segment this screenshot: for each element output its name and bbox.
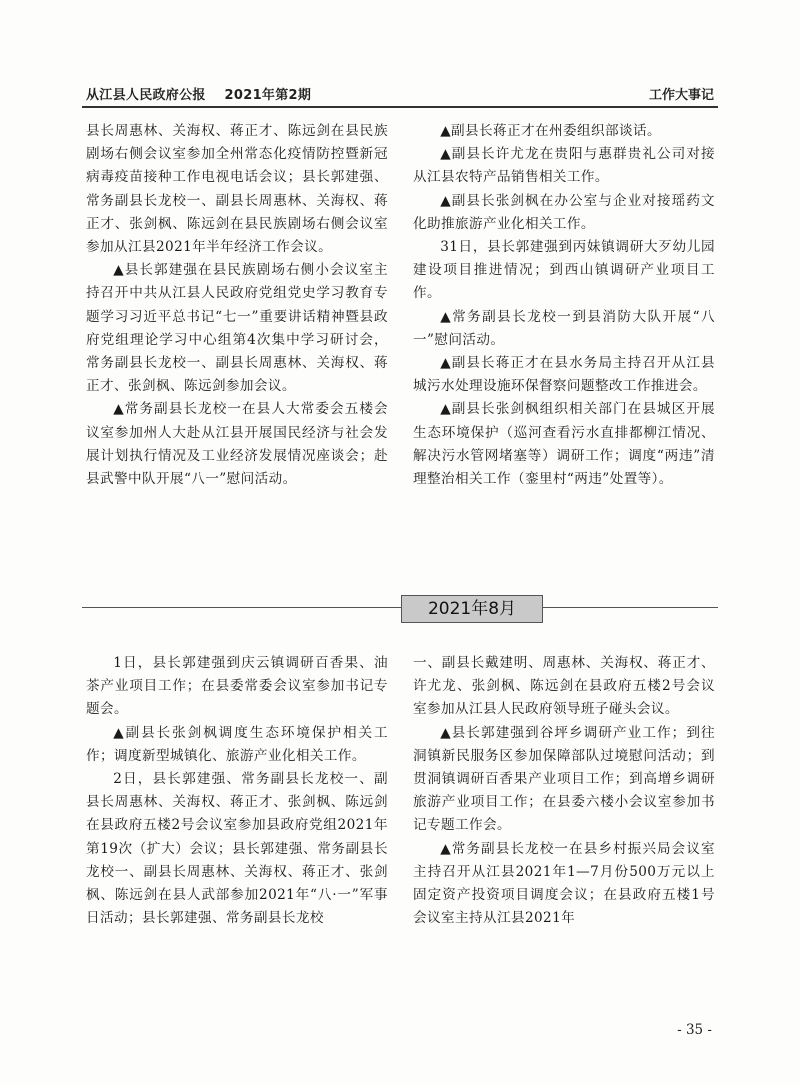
column-top-right <box>413 120 715 491</box>
column-bottom-right <box>413 652 715 930</box>
page-header <box>82 84 718 108</box>
paragraph: 一、副县长戴建明、周惠林、关海权、蒋正才、许尤龙、张剑枫、陈远剑在县政府五楼2号会议室参加从江县人民政府领导班子碰头会议。 <box>413 655 715 718</box>
paragraph: 31日，县长郭建强到丙妹镇调研大歹幼儿园建设项目推进情况；到西山镇调研产业项目工作。 <box>413 239 715 302</box>
paragraph: ▲县长郭建强到谷坪乡调研产业工作；到往洞镇新民服务区参加保障部队过境慰问活动；到贯洞镇调研百香果产业项目工作；到高增乡调研旅游产业项目工作；在县委六楼小会议室参加书记专题工作会。 <box>413 724 715 834</box>
month-heading: 2021年8月 <box>401 595 543 623</box>
month-divider <box>82 595 718 621</box>
paragraph: ▲副县长张剑枫调度生态环境保护相关工作；调度新型城镇化、旅游产业化相关工作。 <box>86 724 388 764</box>
column-bottom-left <box>86 652 388 930</box>
paragraph: ▲常务副县长龙校一在县乡村振兴局会议室主持召开从江县2021年1—7月份500万元以上固定资产投资项目调度会议；在县政府五楼1号会议室主持从江县2021年 <box>413 840 715 927</box>
paragraph: ▲副县长蒋正才在县水务局主持召开从江县城污水处理设施环保督察问题整改工作推进会。 <box>413 355 715 395</box>
paragraph: ▲常务副县长龙校一到县消防大队开展“八一”慰问活动。 <box>413 308 715 348</box>
issue-label: 2021年第2期 <box>224 88 312 103</box>
paragraph: ▲常务副县长龙校一在县人大常委会五楼会议室参加州人大赴从江县开展国民经济与社会发展计划执行情况及工业经济发展情况座谈会；赴县武警中队开展“八一”慰问活动。 <box>86 401 388 488</box>
header-publication-info <box>86 84 325 103</box>
column-top-left <box>86 120 388 491</box>
publication-name: 从江县人民政府公报 <box>86 88 206 103</box>
divider-line <box>82 607 718 608</box>
paragraph: ▲县长郭建强在县民族剧场右侧小会议室主持召开中共从江县人民政府党组党史学习教育专题学习习近平总书记“七一”重要讲话精神暨县政府党组理论学习中心组第4次集中学习研讨会，常务副县长龙校一、副县长周惠林、关海权、蒋正才、张剑枫、陈远剑参加会议。 <box>86 262 388 395</box>
paragraph: 县长周惠林、关海权、蒋正才、陈远剑在县民族剧场右侧会议室参加全州常态化疫情防控暨新冠病毒疫苗接种工作电视电话会议；县长郭建强、常务副县长龙校一、副县长周惠林、关海权、蒋正才、张剑枫、陈远剑在县民族剧场右侧会议室参加从江县2021年半年经济工作会议。 <box>86 123 388 256</box>
page-number: - 35 - <box>677 1022 712 1038</box>
section-title: 工作大事记 <box>648 88 714 103</box>
paragraph: 2日，县长郭建强、常务副县长龙校一、副县长周惠林、关海权、蒋正才、张剑枫、陈远剑在县政府五楼2号会议室参加县政府党组2021年第19次（扩大）会议；县长郭建强、常务副县长龙校一、副县长周惠林、关海权、蒋正才、张剑枫、陈远剑在县人武部参加2021年“八·一”军事日活动；县长郭建强、常务副县长龙校 <box>86 771 388 927</box>
paragraph: ▲副县长许尤龙在贵阳与惠群贵礼公司对接从江县农特产品销售相关工作。 <box>413 146 715 186</box>
paragraph: ▲副县长张剑枫组织相关部门在县城区开展生态环境保护（巡河查看污水直排都柳江情况、解决污水管网堵塞等）调研工作；调度“两违”清理整治相关工作（銮里村“两违”处置等）。 <box>413 401 715 488</box>
paragraph: ▲副县长蒋正才在州委组织部谈话。 <box>440 123 661 139</box>
paragraph: ▲副县长张剑枫在办公室与企业对接瑶药文化助推旅游产业化相关工作。 <box>413 192 715 232</box>
paragraph: 1日，县长郭建强到庆云镇调研百香果、油茶产业项目工作；在县委常委会议室参加书记专题会。 <box>86 655 388 718</box>
